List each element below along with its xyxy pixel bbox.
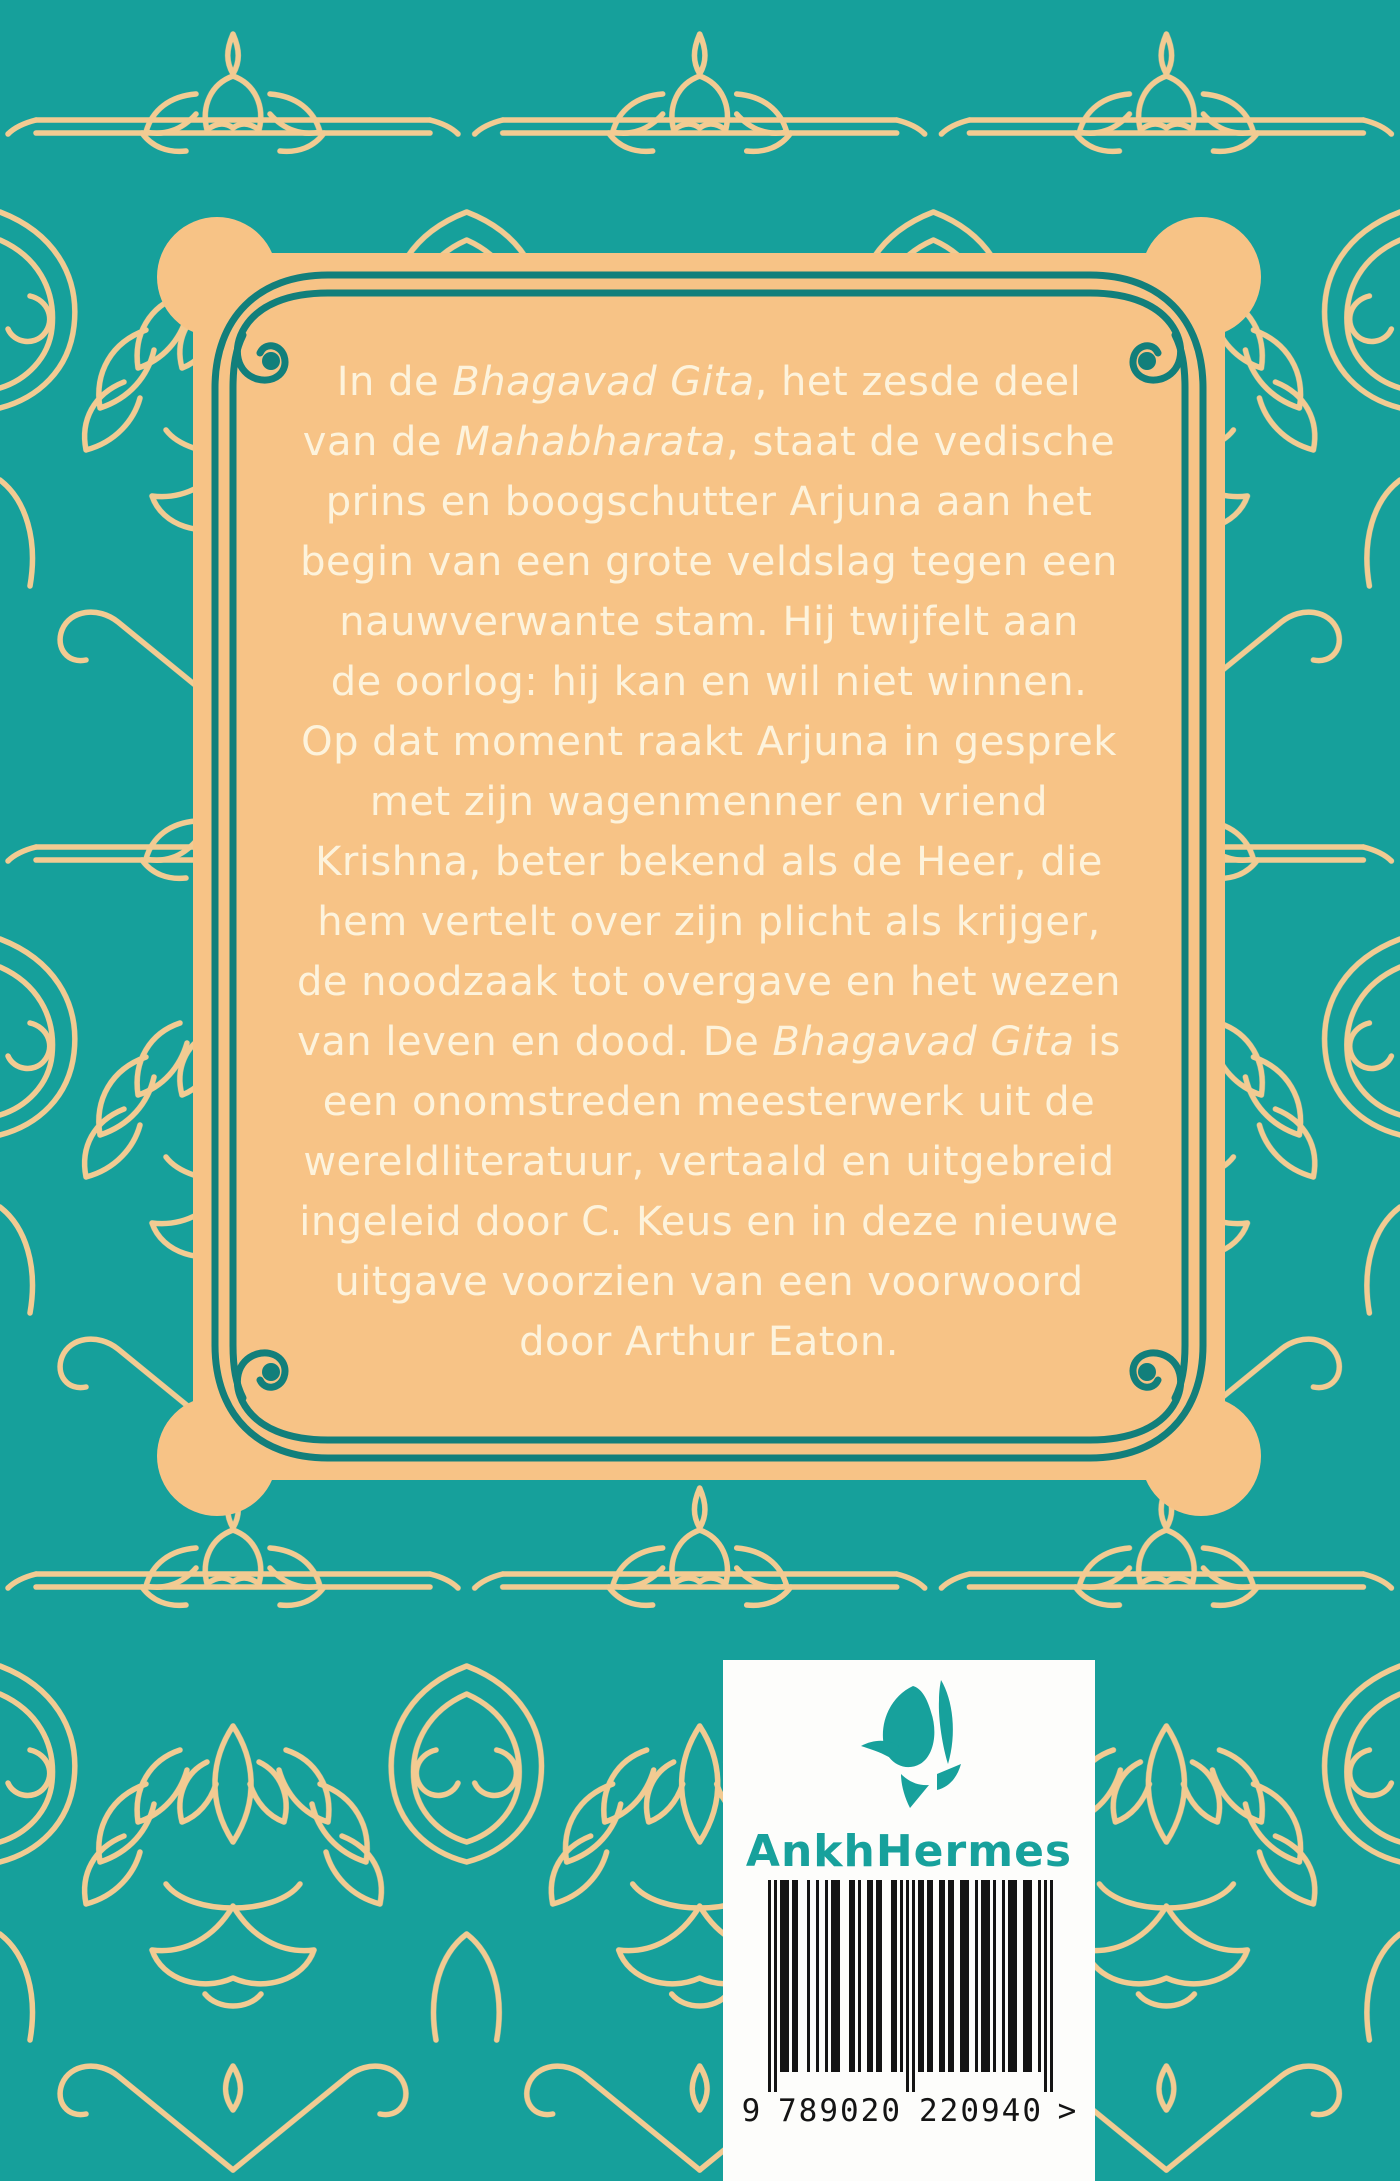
barcode-arrow: > (1057, 2093, 1077, 2129)
blurb-line: nauwverwante stam. Hij twijfelt aan (339, 599, 1079, 645)
barcode-bars (768, 1880, 1053, 2092)
blurb-line: hem vertelt over zijn plicht als krijger, (317, 899, 1101, 945)
blurb-line: door Arthur Eaton. (519, 1319, 899, 1365)
barcode-digit-prefix: 9 (741, 2093, 761, 2129)
barcode-digits-left: 789020 (778, 2093, 902, 2129)
publisher-name: AnkhHermes (745, 1826, 1073, 1877)
blurb-line: ingeleid door C. Keus en in deze nieuwe (299, 1199, 1119, 1245)
blurb-line: van leven en dood. De Bhagavad Gita is (297, 1019, 1121, 1065)
blurb-line: begin van een grote veldslag tegen een (300, 539, 1118, 585)
blurb-line: Krishna, beter bekend als de Heer, die (315, 839, 1103, 885)
blurb-line: prins en boogschutter Arjuna aan het (325, 479, 1093, 525)
blurb-line: Op dat moment raakt Arjuna in gesprek (301, 719, 1117, 765)
barcode (737, 1878, 1081, 2130)
blurb-line: de oorlog: hij kan en wil niet winnen. (330, 659, 1088, 705)
blurb-line: wereldliteratuur, vertaald en uitgebreid (303, 1139, 1115, 1185)
blurb-line: een onomstreden meesterwerk uit de (322, 1079, 1096, 1125)
blurb-line: de noodzaak tot overgave en het wezen (296, 959, 1122, 1005)
blurb-line: In de Bhagavad Gita, het zesde deel (336, 359, 1082, 405)
ankh-hermes-logo-icon (853, 1680, 965, 1820)
blurb-line: uitgave voorzien van een voorwoord (334, 1259, 1084, 1305)
blurb-line: met zijn wagenmenner en vriend (369, 779, 1049, 825)
publisher-box (723, 1660, 1095, 2181)
blurb-text (233, 352, 1185, 1372)
blurb-line: van de Mahabharata, staat de vedische (302, 419, 1116, 465)
barcode-digits-right: 220940 (919, 2093, 1043, 2129)
